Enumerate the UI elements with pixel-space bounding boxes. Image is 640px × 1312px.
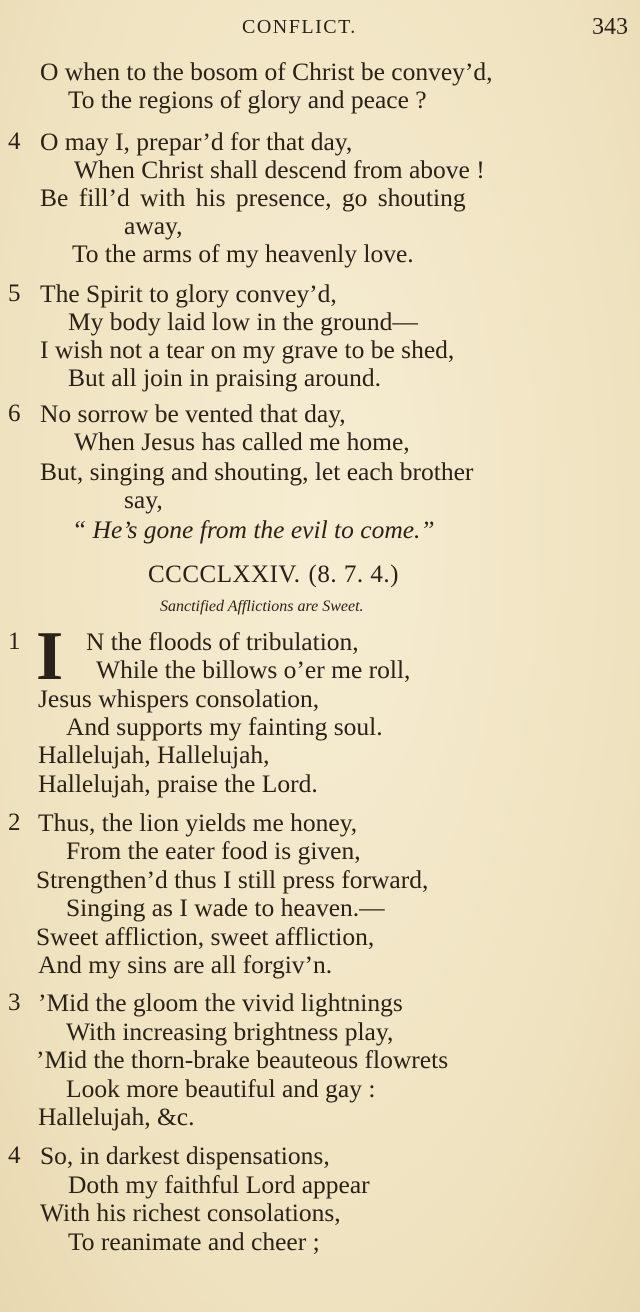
verse-line: O may I, prepar’d for that day, (40, 127, 353, 156)
verse-line: And my sins are all forgiv’n. (38, 950, 333, 979)
verse-line: My body laid low in the ground— (68, 307, 418, 336)
verse-line: While the billows o’er me roll, (96, 655, 411, 684)
verse-line: Strengthen’d thus I still press forward, (36, 865, 429, 894)
verse-line: To the regions of glory and peace ? (68, 85, 427, 114)
hymn-meter: (8. 7. 4.) (308, 561, 399, 588)
verse-line-quote: “ He’s gone from the evil to come.” (72, 515, 435, 544)
verse-line: When Jesus has called me home, (74, 427, 410, 456)
verse-line: From the eater food is given, (66, 836, 361, 865)
verse-number: 4 (8, 1142, 21, 1169)
verse-number: 3 (8, 989, 21, 1016)
verse-line: With his richest consolations, (40, 1198, 341, 1227)
hymn-heading (148, 561, 399, 589)
verse-line: Hallelujah, &c. (38, 1102, 195, 1131)
verse-line: Thus, the lion yields me honey, (38, 808, 358, 837)
verse-line: Be fill’d with his presence, go shouting (40, 183, 466, 212)
verse-line: No sorrow be vented that day, (40, 399, 346, 428)
verse-line: away, (124, 211, 183, 240)
verse-number: 1 (8, 628, 21, 655)
verse-number: 2 (8, 809, 21, 836)
verse-line: Hallelujah, Hallelujah, (38, 740, 270, 769)
verse-line: Hallelujah, praise the Lord. (38, 769, 318, 798)
page-number: 343 (592, 14, 628, 40)
verse-number: 6 (8, 400, 21, 427)
verse-line: And supports my fainting soul. (66, 712, 383, 741)
verse-line: N the floods of tribulation, (86, 627, 359, 656)
running-head (0, 14, 640, 42)
verse-line: Look more beautiful and gay : (66, 1074, 376, 1103)
verse-line: To the arms of my heavenly love. (72, 239, 414, 268)
verse-line: Doth my faithful Lord appear (68, 1170, 370, 1199)
drop-cap: I (36, 618, 64, 695)
verse-line: To reanimate and cheer ; (68, 1227, 320, 1256)
verse-line: ’Mid the thorn-brake beauteous flowrets (36, 1045, 449, 1074)
verse-line: When Christ shall descend from above ! (74, 155, 485, 184)
verse-line: Sweet affliction, sweet affliction, (36, 922, 375, 951)
verse-line: With increasing brightness play, (66, 1017, 394, 1046)
verse-line: But all join in praising around. (68, 363, 382, 392)
verse-number: 4 (8, 128, 21, 155)
verse-line: The Spirit to glory convey’d, (40, 279, 337, 308)
verse-line: O when to the bosom of Christ be convey’d, (40, 57, 493, 86)
verse-line: Singing as I wade to heaven.— (66, 893, 385, 922)
verse-number: 5 (8, 280, 21, 307)
verse-line: ’Mid the gloom the vivid lightnings (38, 988, 403, 1017)
verse-line: But, singing and shouting, let each brother (40, 457, 474, 486)
hymn-number: CCCCLXXIV. (148, 561, 301, 588)
verse-line: say, (124, 485, 163, 514)
running-title: CONFLICT. (242, 16, 357, 38)
verse-line: So, in darkest dispensations, (40, 1141, 330, 1170)
verse-line: I wish not a tear on my grave to be shed, (40, 335, 455, 364)
hymn-subtitle: Sanctified Afflictions are Sweet. (160, 598, 364, 615)
verse-line: Jesus whispers consolation, (38, 684, 320, 713)
